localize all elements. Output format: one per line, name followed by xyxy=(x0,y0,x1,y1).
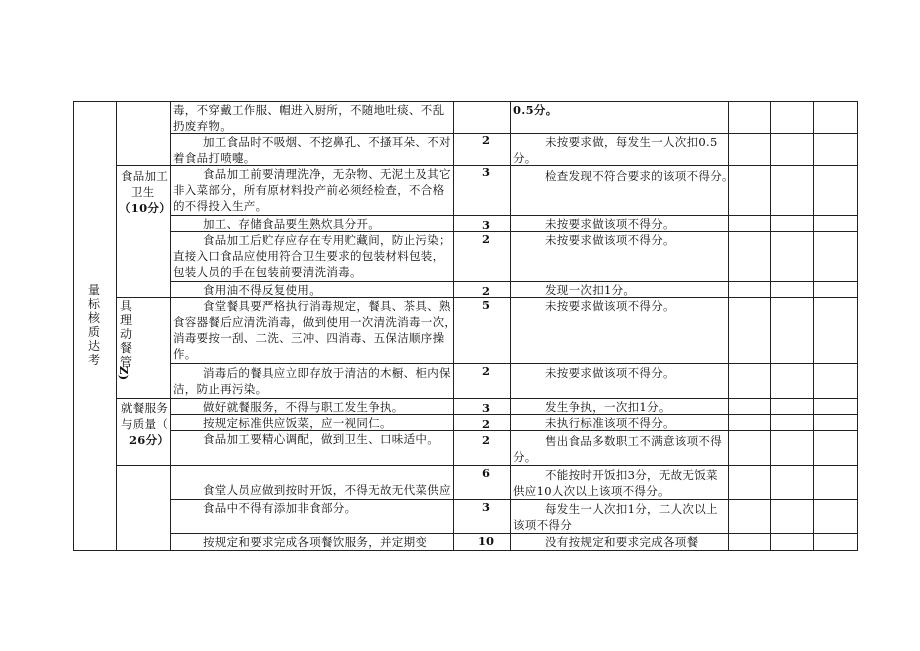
requirement-text: 食品加工前要清理洗净，无杂物、无泥土及其它 xyxy=(203,167,451,181)
deduction-rule: 未按要求做该项不得分。 xyxy=(545,217,675,231)
score-value: 2 xyxy=(481,133,490,147)
requirement-text: 毒，不穿戴工作服、帽进入厨所，不随地吐痰、不乱 xyxy=(173,103,445,117)
requirement-text: 加工食品时不吸烟、不挖鼻孔、不搔耳朵、不对 xyxy=(203,135,451,149)
score-value: 6 xyxy=(481,466,490,480)
score-value: 2 xyxy=(481,433,490,447)
category-hygiene-line3: （10分） xyxy=(119,201,172,215)
deduction-rule: 不能按时开饭扣3分，无故无饭菜 xyxy=(545,468,718,482)
requirement-text: 食品加工要精心调配，做到卫生、口味适中。 xyxy=(203,432,439,446)
deduction-rule: 发生争执，一次扣1分。 xyxy=(545,400,671,414)
deduction-rule: 检查发现不符合要求的该项不得分。 xyxy=(545,169,734,183)
requirement-text: 食品中不得有添加非食部分。 xyxy=(203,501,357,515)
deduction-rule: 未按要求做，每发生一人次扣0.5 xyxy=(545,135,718,149)
score-value: 2 xyxy=(481,284,490,298)
grid-line xyxy=(770,101,771,551)
requirement-text: 食堂人员应做到按时开饭，不得无故无代菜供应 xyxy=(203,483,451,497)
requirement-text: 做好就餐服务，不得与职工发生争执。 xyxy=(203,400,404,414)
requirement-text: 食品加工后贮存应存在专用贮藏间，防止污染； xyxy=(203,233,451,247)
grid-line xyxy=(116,101,117,551)
requirement-text: 洁，防止再污染。 xyxy=(173,382,268,396)
requirement-text: 直接入口食品应使用符合卫生要求的包装材料包装， xyxy=(173,249,445,263)
deduction-rule: 0.5分。 xyxy=(513,103,558,117)
category-tableware: 具理动餐管 xyxy=(119,299,132,369)
deduction-rule: 未按要求做该项不得分。 xyxy=(545,366,675,380)
deduction-rule: 售出食品多数职工不满意该项不得 xyxy=(545,434,722,448)
requirement-text: 消毒要按一刮、二洗、三冲、四消毒、五保洁顺序操 xyxy=(173,331,445,345)
deduction-rule: 分。 xyxy=(513,151,537,165)
category-tableware-mark: Z) xyxy=(117,366,131,381)
deduction-rule: 没有按规定和要求完成各项餐 xyxy=(545,535,699,549)
deduction-rule: 未按要求做该项不得分。 xyxy=(545,299,675,313)
assessment-standard-label: 量标核质达考 xyxy=(87,283,100,367)
requirement-text: 食容器餐后应清洗消毒，做到使用一次清洗消毒一次， xyxy=(173,315,457,329)
deduction-rule: 每发生一人次扣1分，二人次以上 xyxy=(545,502,718,516)
score-value: 10 xyxy=(477,534,494,548)
requirement-text: 非入菜部分，所有原材料投产前必须经检查，不合格 xyxy=(173,183,445,197)
deduction-rule: 未执行标准该项不得分。 xyxy=(545,416,675,430)
grid-line xyxy=(73,101,74,551)
grid-line xyxy=(73,550,858,551)
score-value: 5 xyxy=(481,298,490,312)
requirement-text: 扔废弃物。 xyxy=(173,119,232,133)
score-value: 3 xyxy=(481,500,490,514)
score-value: 2 xyxy=(481,232,490,246)
grid-line xyxy=(170,101,171,551)
category-hygiene-line2: 卫生 xyxy=(131,185,155,199)
category-service-line3: 26分） xyxy=(129,433,170,447)
requirement-text: 加工、存储食品要生熟炊具分开。 xyxy=(203,217,380,231)
requirement-text: 消毒后的餐具应立即存放于清洁的木橱、柜内保 xyxy=(203,366,451,380)
score-value: 2 xyxy=(481,417,490,431)
requirement-text: 包装人员的手在包装前要清洗消毒。 xyxy=(173,265,362,279)
assessment-table xyxy=(73,101,858,551)
score-value: 3 xyxy=(481,401,490,415)
grid-line xyxy=(857,101,858,551)
score-value: 3 xyxy=(481,165,490,179)
requirement-text: 作。 xyxy=(173,347,197,361)
category-hygiene-line1: 食品加工 xyxy=(121,169,169,183)
requirement-text: 食用油不得反复使用。 xyxy=(203,283,321,297)
grid-line xyxy=(813,101,814,551)
requirement-text: 食堂餐具要严格执行消毒规定，餐具、茶具、熟 xyxy=(203,299,451,313)
deduction-rule: 分。 xyxy=(513,450,537,464)
score-value: 2 xyxy=(481,364,490,378)
requirement-text: 按规定和要求完成各项餐饮服务，并定期变 xyxy=(203,535,428,549)
category-service-line1: 就餐服务 xyxy=(121,401,169,415)
requirement-text: 的不得投入生产。 xyxy=(173,199,268,213)
requirement-text: 着食品打喷嚏。 xyxy=(173,151,256,165)
requirement-text: 按规定标准供应饭菜，应一视同仁。 xyxy=(203,416,392,430)
category-service-line2: 与质量（ xyxy=(121,417,169,431)
deduction-rule: 发现一次扣1分。 xyxy=(545,283,636,297)
deduction-rule: 该项不得分 xyxy=(513,518,572,532)
deduction-rule: 供应10人次以上该项不得分。 xyxy=(513,484,670,498)
score-value: 3 xyxy=(481,218,490,232)
deduction-rule: 未按要求做该项不得分。 xyxy=(545,233,675,247)
